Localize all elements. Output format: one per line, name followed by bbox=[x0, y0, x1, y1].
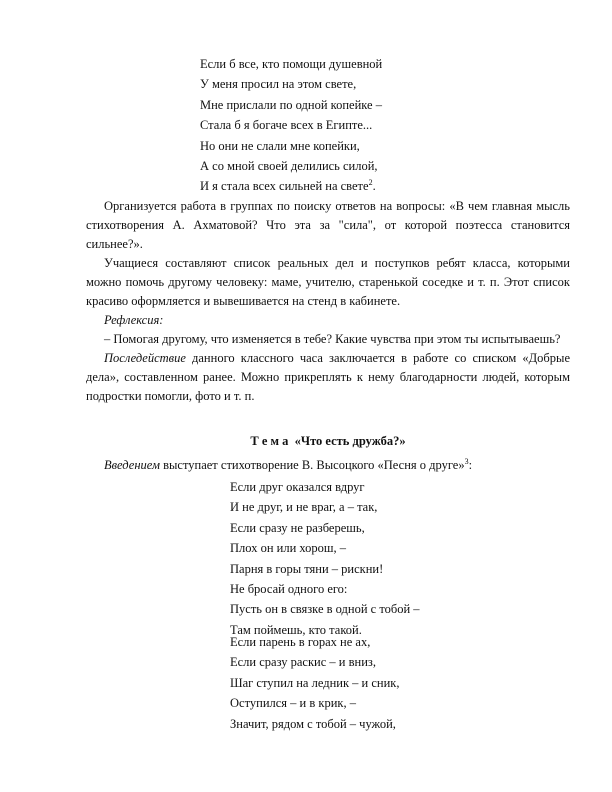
aftereffect-label: Последействие bbox=[104, 351, 186, 365]
verse-line: Но они не слали мне копейки, bbox=[200, 138, 360, 153]
verse-line: А со мной своей делились силой, bbox=[200, 158, 378, 173]
verse-line: Пусть он в связке в одной с тобой – bbox=[230, 602, 420, 617]
paragraph-aftereffect bbox=[86, 349, 570, 406]
footnote-marker: 2 bbox=[368, 178, 373, 188]
topic-title: «Что есть дружба?» bbox=[294, 434, 406, 448]
topic-label: Т е м а bbox=[250, 434, 289, 448]
verse-line: Мне прислали по одной копейке – bbox=[200, 97, 382, 112]
topic-heading bbox=[86, 434, 570, 449]
verse-line: Шаг ступил на ледник – и сник, bbox=[230, 675, 400, 690]
intro-line bbox=[86, 456, 570, 475]
body-text bbox=[86, 197, 570, 406]
verse-line: Стала б я богаче всех в Египте... bbox=[200, 118, 373, 133]
verse-line: Не бросай одного его: bbox=[230, 581, 348, 596]
aftereffect-text: данного классного часа заключается в работе со списком «Добрые дела», составленном ранее. Можно прикреплять к нему благодарности людей, которым подростки помогли, фото и т. п. bbox=[86, 351, 570, 403]
verse-line: Если сразу раскис – и вниз, bbox=[230, 655, 376, 670]
verse-end-punct: . bbox=[372, 179, 376, 194]
verse-line: Если сразу не разберешь, bbox=[230, 520, 365, 535]
poem-vysotsky-stanza-2 bbox=[230, 632, 399, 734]
intro-label: Введением bbox=[104, 458, 160, 472]
verse-line-last bbox=[200, 176, 382, 196]
footnote-marker: 3 bbox=[464, 457, 469, 466]
verse-line: И не друг, и не враг, а – так, bbox=[230, 500, 378, 515]
verse-line: У меня просил на этом свете, bbox=[200, 77, 357, 92]
verse-line: Там поймешь, кто такой. bbox=[230, 622, 362, 637]
reflection-heading bbox=[86, 311, 570, 330]
verse-line: Если б все, кто помощи душевной bbox=[200, 57, 383, 71]
verse-line: И я стала всех сильней на свете bbox=[200, 179, 369, 194]
paragraph-reflection: – Помогая другому, что изменяется в тебе? Какие чувства при этом ты испытываешь? bbox=[104, 332, 561, 346]
intro-end-punct: : bbox=[468, 458, 473, 472]
poem-vysotsky-stanza-1 bbox=[230, 477, 420, 640]
paragraph-group-work: Организуется работа в группах по поиску ответов на вопросы: «В чем главная мысль стихотворения А. Ахматовой? Что эта за "сила", от которой поэтесса становится сильнее?». bbox=[86, 199, 570, 251]
verse-line: Оступился – и в крик, – bbox=[230, 696, 356, 711]
verse-line: Парня в горы тяни – рискни! bbox=[230, 561, 384, 576]
poem-akhmatova bbox=[200, 54, 382, 197]
verse-line: Если парень в горах не ах, bbox=[230, 635, 371, 649]
verse-line: Плох он или хорош, – bbox=[230, 541, 347, 556]
intro-text: выступает стихотворение В. Высоцкого «Песня о друге» bbox=[160, 458, 465, 472]
intro-paragraph bbox=[86, 456, 570, 475]
verse-line: Значит, рядом с тобой – чужой, bbox=[230, 716, 396, 731]
paragraph-list: Учащиеся составляют список реальных дел и поступков ребят класса, которыми можно помочь другому человеку: маме, учителю, старенькой соседке и т. п. Этот список красиво оформляется и вывешивается на стенд в кабинете. bbox=[86, 256, 570, 308]
reflection-label: Рефлексия: bbox=[104, 313, 164, 327]
verse-line: Если друг оказался вдруг bbox=[230, 480, 365, 494]
